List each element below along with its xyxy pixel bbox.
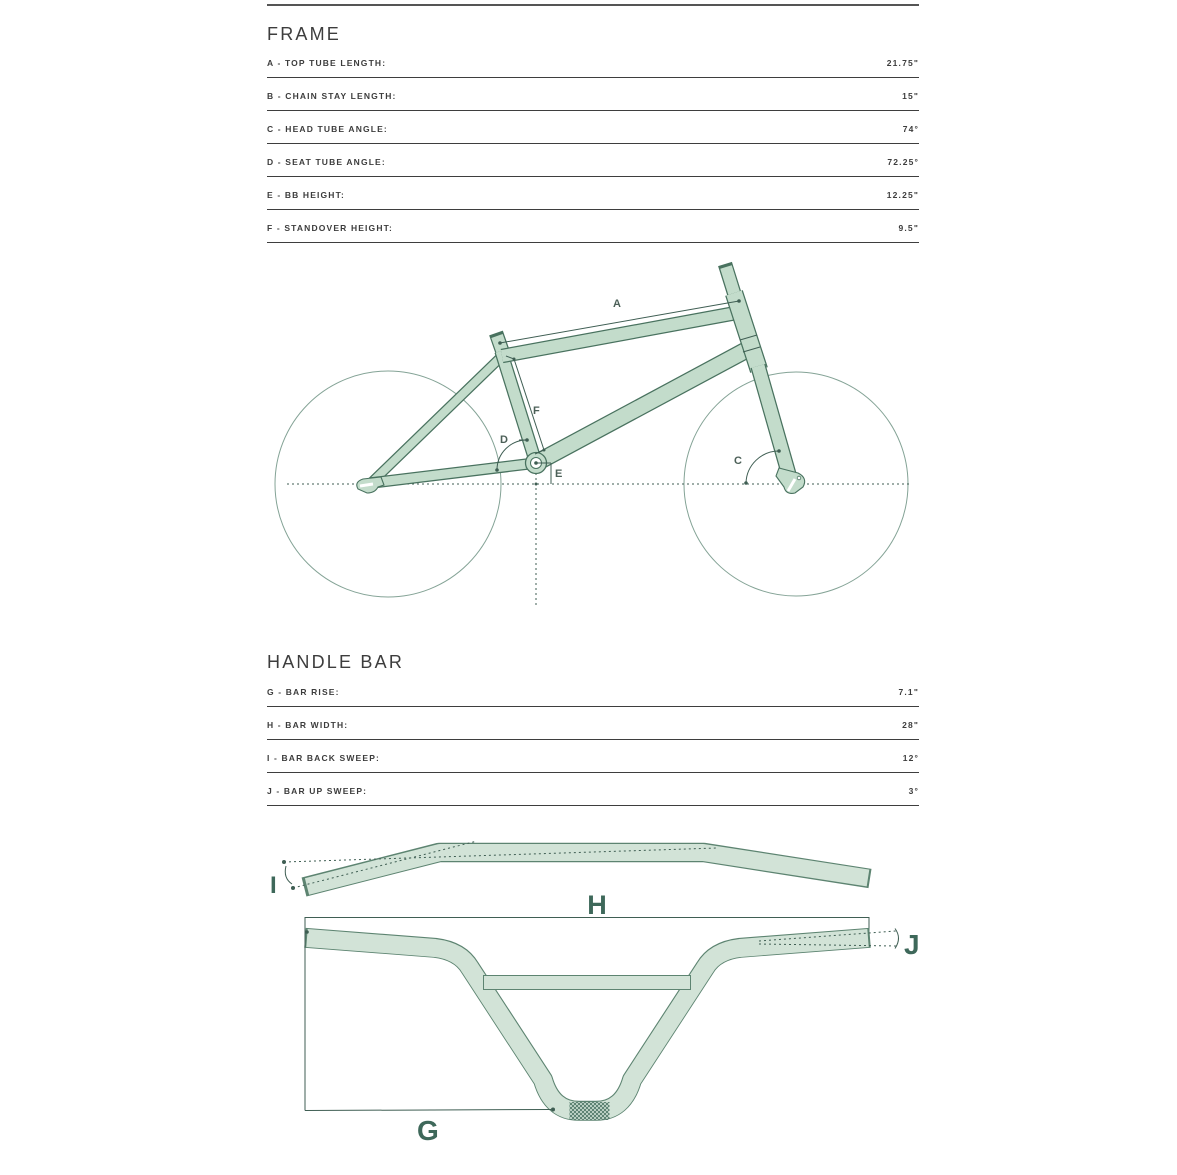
spec-row-seat-tube-angle [267, 144, 919, 177]
spec-label: E - BB HEIGHT: [267, 190, 345, 200]
spec-value: 21.75" [886, 58, 919, 68]
spec-row-top-tube-length [267, 45, 919, 78]
diagram-label-d: D [500, 434, 508, 446]
spec-value: 74° [902, 124, 919, 134]
spec-row-bar-up-sweep [267, 773, 919, 806]
spec-label: F - STANDOVER HEIGHT: [267, 223, 393, 233]
diagram-label-f: F [533, 405, 540, 417]
spec-row-bar-back-sweep [267, 740, 919, 773]
spec-row-head-tube-angle [267, 111, 919, 144]
spec-label: I - BAR BACK SWEEP: [267, 753, 380, 763]
down-tube [536, 347, 752, 463]
handlebar-top-view [270, 841, 870, 899]
rear-dropout [357, 477, 384, 493]
spec-label: D - SEAT TUBE ANGLE: [267, 157, 386, 167]
diagram-label-h: H [587, 890, 607, 920]
diagram-label-a: A [613, 298, 621, 310]
diagram-label-j: J [904, 929, 920, 960]
spec-value: 28" [902, 720, 919, 730]
spec-value: 9.5" [898, 223, 919, 233]
previous-section-divider [267, 4, 919, 6]
spec-value: 7.1" [898, 687, 919, 697]
spec-label: A - TOP TUBE LENGTH: [267, 58, 387, 68]
steerer-tube [725, 264, 735, 296]
clamp-knurl-area [570, 1102, 610, 1120]
bar-width-bracket [305, 890, 869, 933]
spec-label: B - CHAIN STAY LENGTH: [267, 91, 397, 101]
handlebar-diagram [267, 820, 932, 1165]
frame-section-title: FRAME [267, 24, 341, 44]
back-sweep-angle-arc [285, 866, 292, 884]
front-dropout [776, 468, 805, 493]
spec-row-chain-stay-length [267, 78, 919, 111]
fork-blade [758, 366, 789, 475]
spec-label: J - BAR UP SWEEP: [267, 786, 368, 796]
spec-value: 3° [908, 786, 919, 796]
spec-value: 72.25° [887, 157, 919, 167]
frame-spec-table [267, 45, 919, 243]
diagram-label-g: G [417, 1115, 439, 1146]
spec-row-bar-rise [267, 674, 919, 707]
measurement-c-head-angle [734, 449, 781, 485]
frame-geometry-diagram [267, 256, 919, 616]
spec-value: 12.25" [886, 190, 919, 200]
spec-value: 15" [902, 91, 919, 101]
diagram-label-e: E [555, 468, 563, 480]
diagram-label-c: C [734, 455, 742, 467]
handlebar-front-view [305, 938, 870, 1120]
spec-row-standover-height [267, 210, 919, 243]
spec-row-bb-height [267, 177, 919, 210]
spec-row-bar-width [267, 707, 919, 740]
top-tube [502, 313, 736, 356]
seat-tube [501, 351, 536, 463]
handlebar-section-title: HANDLE BAR [267, 652, 405, 672]
spec-value: 12° [902, 753, 919, 763]
spec-label: C - HEAD TUBE ANGLE: [267, 124, 388, 134]
spec-label: G - BAR RISE: [267, 687, 340, 697]
diagram-label-i: I [270, 872, 277, 899]
handlebar-spec-table [267, 674, 919, 806]
spec-label: H - BAR WIDTH: [267, 720, 349, 730]
